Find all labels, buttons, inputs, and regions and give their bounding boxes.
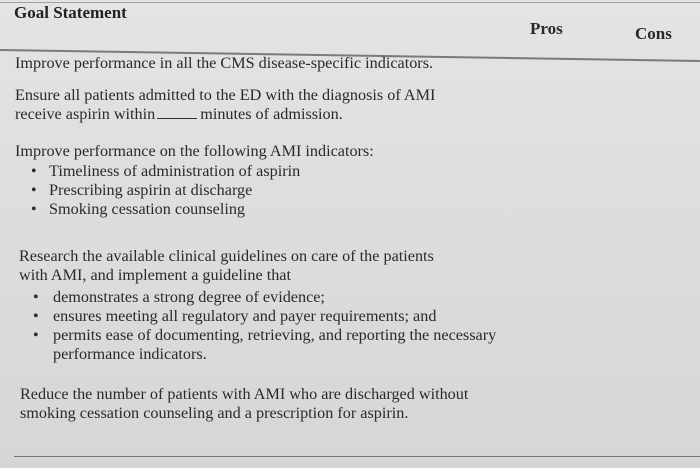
guideline-criteria-list xyxy=(31,288,501,364)
fill-in-blank xyxy=(157,106,197,119)
goal-cms-indicators: Improve performance in all the CMS disease-specific indicators. xyxy=(15,54,434,72)
goal-aspirin-timing-line1: Ensure all patients admitted to the ED with the diagnosis of AMI xyxy=(15,86,436,104)
goal-clinical-guidelines xyxy=(19,247,519,285)
bottom-rule xyxy=(14,456,700,457)
goal-guidelines-line1: Research the available clinical guidelines on care of the patients xyxy=(19,247,434,265)
goal-aspirin-timing-line2 xyxy=(15,105,535,124)
goal-statement-heading: Goal Statement xyxy=(14,3,127,22)
list-item: • permits ease of documenting, retrieving, and reporting the necessary performance indicators. xyxy=(31,326,501,364)
goal-ami-indicators: Improve performance on the following AMI indicators: xyxy=(15,142,374,160)
list-item: • Smoking cessation counseling xyxy=(29,200,429,219)
goal-guidelines-line2: with AMI, and implement a guideline that xyxy=(19,266,291,284)
goal-aspirin-timing-text-a: receive aspirin within xyxy=(15,105,156,123)
goal-aspirin-timing xyxy=(15,86,535,124)
ami-indicator-list xyxy=(29,162,429,219)
list-item: • ensures meeting all regulatory and payer requirements; and xyxy=(31,307,501,326)
cons-column-heading: Cons xyxy=(635,24,672,43)
list-item: • Timeliness of administration of aspirin xyxy=(29,162,429,181)
goal-smoking-cessation-discharge: Reduce the number of patients with AMI who are discharged without smoking cessation counseling and a prescription for aspirin. xyxy=(20,385,469,422)
list-item: • demonstrates a strong degree of evidence; xyxy=(31,288,501,307)
goal-aspirin-timing-text-b: minutes of admission. xyxy=(200,105,343,123)
pros-column-heading: Pros xyxy=(530,19,563,38)
list-item: • Prescribing aspirin at discharge xyxy=(29,181,429,200)
